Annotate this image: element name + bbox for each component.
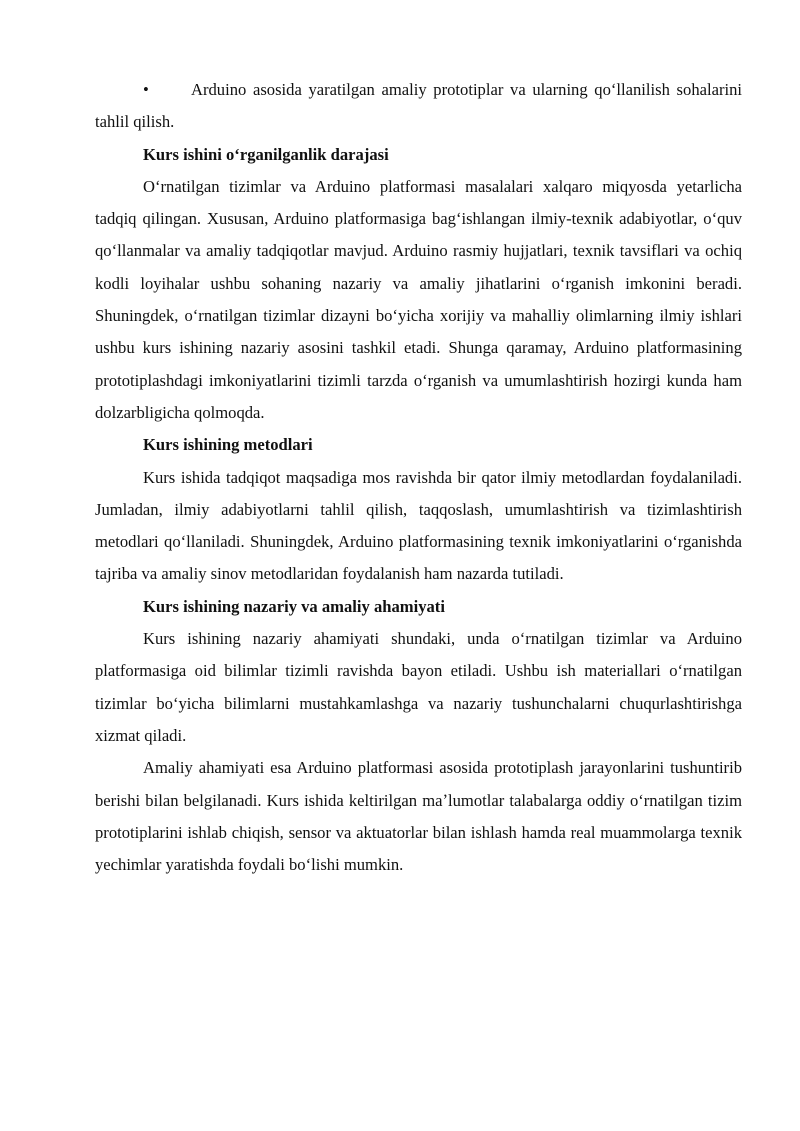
bullet-text: Arduino asosida yaratilgan amaliy prototiplar va ularning qoʻllanilish sohalarini tahlil qilish. [95, 80, 742, 132]
section-heading-study-level: Kurs ishini oʻrganilganlik darajasi [143, 144, 389, 164]
paragraph-theoretical-significance: Kurs ishining nazariy ahamiyati shundaki, unda oʻrnatilgan tizimlar va Arduino platformasiga oid bilimlar tizimli ravishda bayon etiladi. Ushbu ish materiallari oʻrnatilgan tizimlar boʻyicha bilimlarni mustahkamlashga va nazariy tushunchalarni chuqurlashtirishga xizmat qiladi. [95, 629, 742, 745]
document-page [95, 74, 742, 881]
bullet-icon: • [143, 80, 149, 99]
paragraph-study-level: Oʻrnatilgan tizimlar va Arduino platformasi masalalari xalqaro miqyosda yetarlicha tadqiq qilingan. Xususan, Arduino platformasiga bagʻishlangan ilmiy-texnik adabiyotlar, oʻquv qoʻllanmalar va amaliy tadqiqotlar mavjud. Arduino rasmiy hujjatlari, texnik tavsiflari va ochiq kodli loyihalar ushbu sohaning nazariy va amaliy jihatlarini oʻrganish imkonini beradi. Shuningdek, oʻrnatilgan tizimlar dizayni boʻyicha xorijiy va mahalliy olimlarning ilmiy ishlari ushbu kurs ishining nazariy asosini tashkil etadi. Shunga qaramay, Arduino platformasining prototiplashdagi imkoniyatlarini tizimli tarzda oʻrganish va umumlashtirish hozirgi kunda ham dolzarbligicha qolmoqda. [95, 176, 742, 422]
paragraph-methods: Kurs ishida tadqiqot maqsadiga mos ravishda bir qator ilmiy metodlardan foydalaniladi. Jumladan, ilmiy adabiyotlarni tahlil qilish, taqqoslash, umumlashtirish va tizimlashtirish metodlari qoʻllaniladi. Shuningdek, Arduino platformasining texnik imkoniyatlarini oʻrganishda tajriba va amaliy sinov metodlaridan foydalanish ham nazarda tutiladi. [95, 467, 742, 584]
bullet-item [95, 74, 742, 139]
paragraph-practical-significance: Amaliy ahamiyati esa Arduino platformasi asosida prototiplash jarayonlarini tushuntirib berishi bilan belgilanadi. Kurs ishida keltirilgan maʼlumotlar talabalarga oddiy oʻrnatilgan tizim prototiplarini ishlab chiqish, sensor va aktuatorlar bilan ishlash hamda real muammolarga texnik yechimlar yaratishda foydali boʻlishi mumkin. [95, 758, 742, 875]
section-heading-methods: Kurs ishining metodlari [143, 435, 313, 455]
section-heading-significance: Kurs ishining nazariy va amaliy ahamiyati [143, 596, 445, 616]
